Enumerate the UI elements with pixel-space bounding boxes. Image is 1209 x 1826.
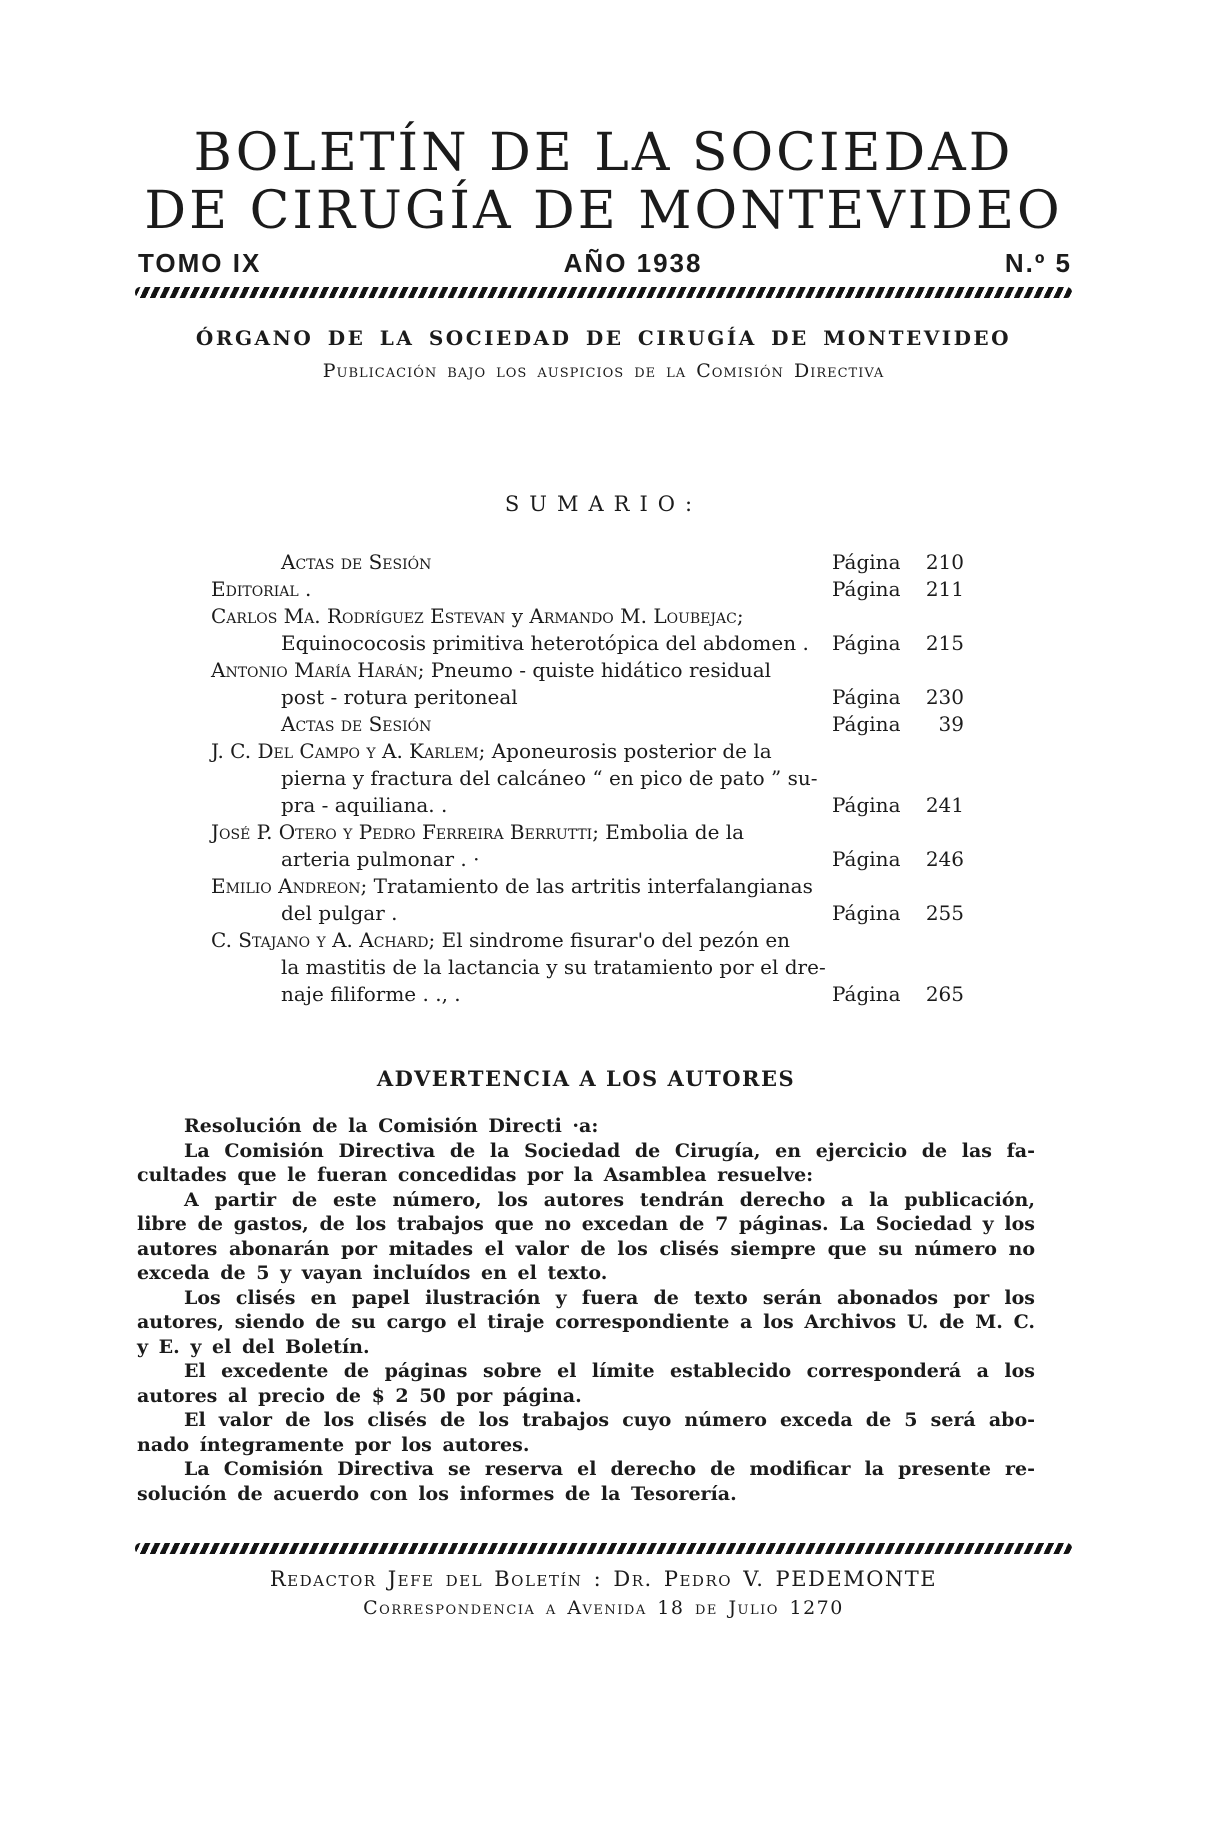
toc-line <box>211 549 1081 576</box>
top-rope-divider <box>135 287 1072 298</box>
toc-page-reference: Página 39 <box>832 712 964 736</box>
notice-line: La Comisión Directiva de la Sociedad de Cirugía, en ejercicio de las fa- <box>184 1139 1035 1162</box>
notice-line: cultades que le fueran concedidas por la Asamblea resuelve: <box>137 1164 814 1186</box>
toc-line <box>211 603 1081 630</box>
toc-page-reference: Página 215 <box>832 631 964 655</box>
table-of-contents <box>211 549 1081 1008</box>
notice-line: La Comisión Directiva se reserva el derecho de modificar la presente re- <box>184 1458 1035 1480</box>
toc-entry-text: Equinococosis primitiva heterotópica del abdomen . <box>281 631 809 655</box>
notice-line: autores, siendo de su cargo el tiraje correspondiente a los Archivos U. de M. C. <box>137 1311 1035 1333</box>
toc-entry-text: Carlos Ma. Rodríguez Estevan y Armando M. Loubejac; <box>211 604 744 628</box>
notice-body <box>137 1114 1035 1506</box>
toc-line <box>211 765 1081 792</box>
notice-line: autores al precio de $ 2 50 por página. <box>137 1384 582 1407</box>
notice-line: El valor de los clisés de los trabajos cuyo número exceda de 5 será abo- <box>184 1409 1035 1431</box>
tomo-label: TOMO IX <box>138 248 262 278</box>
toc-entry-text: Editorial . <box>211 577 312 601</box>
notice-line: exceda de 5 y vayan incluídos en el texto. <box>137 1262 608 1284</box>
volume-row <box>138 248 1072 279</box>
toc-entry-text: Actas de Sesión <box>281 712 432 736</box>
toc-line <box>211 819 1081 846</box>
toc-line <box>211 900 1081 927</box>
toc-line <box>211 711 1081 738</box>
toc-line <box>211 576 1081 603</box>
toc-line <box>211 792 1081 819</box>
toc-page-reference: Página 241 <box>832 793 964 817</box>
notice-line: A partir de este número, los autores tendrán derecho a la publicación, <box>184 1188 1035 1211</box>
toc-entry-text: José P. Otero y Pedro Ferreira Berrutti; Embolia de la <box>211 820 745 844</box>
toc-page-reference: Página 246 <box>832 847 964 871</box>
toc-line <box>211 873 1081 900</box>
toc-line <box>211 927 1081 954</box>
year-label: AÑO 1938 <box>563 248 703 278</box>
toc-line <box>211 630 1081 657</box>
summary-heading: SUMARIO: <box>504 492 703 516</box>
notice-line: Resolución de la Comisión Directi ·a: <box>184 1115 599 1137</box>
auspices-statement: Publicación bajo los auspicios de la Comisión Directiva <box>322 360 885 382</box>
notice-line: autores abonarán por mitades el valor de los clisés siempre que su número no <box>137 1237 1035 1260</box>
toc-entry-text: C. Stajano y A. Achard; El sindrome fisurar'o del pezón en <box>211 928 791 952</box>
organ-statement: ÓRGANO DE LA SOCIEDAD DE CIRUGÍA DE MONTEVIDEO <box>195 326 1012 350</box>
toc-page-reference: Página 230 <box>832 685 964 709</box>
notice-heading: ADVERTENCIA A LOS AUTORES <box>376 1066 796 1091</box>
issue-number-label: N.º 5 <box>1004 248 1072 278</box>
toc-entry-text: del pulgar . <box>281 901 398 925</box>
toc-line <box>211 846 1081 873</box>
toc-entry-text: pierna y fractura del calcáneo “ en pico de pato ” su- <box>281 766 818 790</box>
notice-line: Los clisés en papel ilustración y fuera de texto serán abonados por los <box>184 1286 1035 1309</box>
toc-entry-text: arteria pulmonar . · <box>281 847 480 871</box>
notice-line: solución de acuerdo con los informes de la Tesorería. <box>137 1482 737 1505</box>
toc-page-reference: Página 255 <box>832 901 964 925</box>
editor-line: Redactor Jefe del Boletín : Dr. Pedro V. PEDEMONTE <box>269 1567 938 1591</box>
bottom-rope-divider <box>135 1543 1072 1554</box>
correspondence-line: Correspondencia a Avenida 18 de Julio 1270 <box>363 1597 844 1619</box>
journal-title-line1: BOLETÍN DE LA SOCIEDAD <box>193 123 1014 183</box>
toc-entry-text: J. C. Del Campo y A. Karlem; Aponeurosis posterior de la <box>211 739 772 763</box>
toc-line <box>211 738 1081 765</box>
toc-line <box>211 684 1081 711</box>
notice-line: y E. y el del Boletín. <box>137 1335 370 1358</box>
toc-line <box>211 981 1081 1008</box>
toc-page-reference: Página 211 <box>832 577 964 601</box>
toc-line <box>211 657 1081 684</box>
toc-entry-text: Emilio Andreon; Tratamiento de las artritis interfalangianas <box>211 874 813 898</box>
notice-line: El excedente de páginas sobre el límite establecido corresponderá a los <box>184 1360 1035 1382</box>
notice-line: nado íntegramente por los autores. <box>137 1433 530 1456</box>
journal-title-line2: DE CIRUGÍA DE MONTEVIDEO <box>144 181 1063 241</box>
toc-entry-text: post - rotura peritoneal <box>281 685 518 709</box>
toc-entry-text: naje filiforme . ., . <box>281 982 461 1006</box>
journal-title <box>135 124 1072 240</box>
toc-page-reference: Página 265 <box>832 982 964 1006</box>
toc-entry-text: pra - aquiliana. . <box>281 793 448 817</box>
toc-entry-text: Antonio María Harán; Pneumo - quiste hidático residual <box>211 658 772 682</box>
toc-entry-text: la mastitis de la lactancia y su tratamiento por el dre- <box>281 955 826 979</box>
toc-line <box>211 954 1081 981</box>
notice-line: libre de gastos, de los trabajos que no excedan de 7 páginas. La Sociedad y los <box>137 1213 1035 1235</box>
toc-entry-text: Actas de Sesión <box>281 550 432 574</box>
toc-page-reference: Página 210 <box>832 550 964 574</box>
